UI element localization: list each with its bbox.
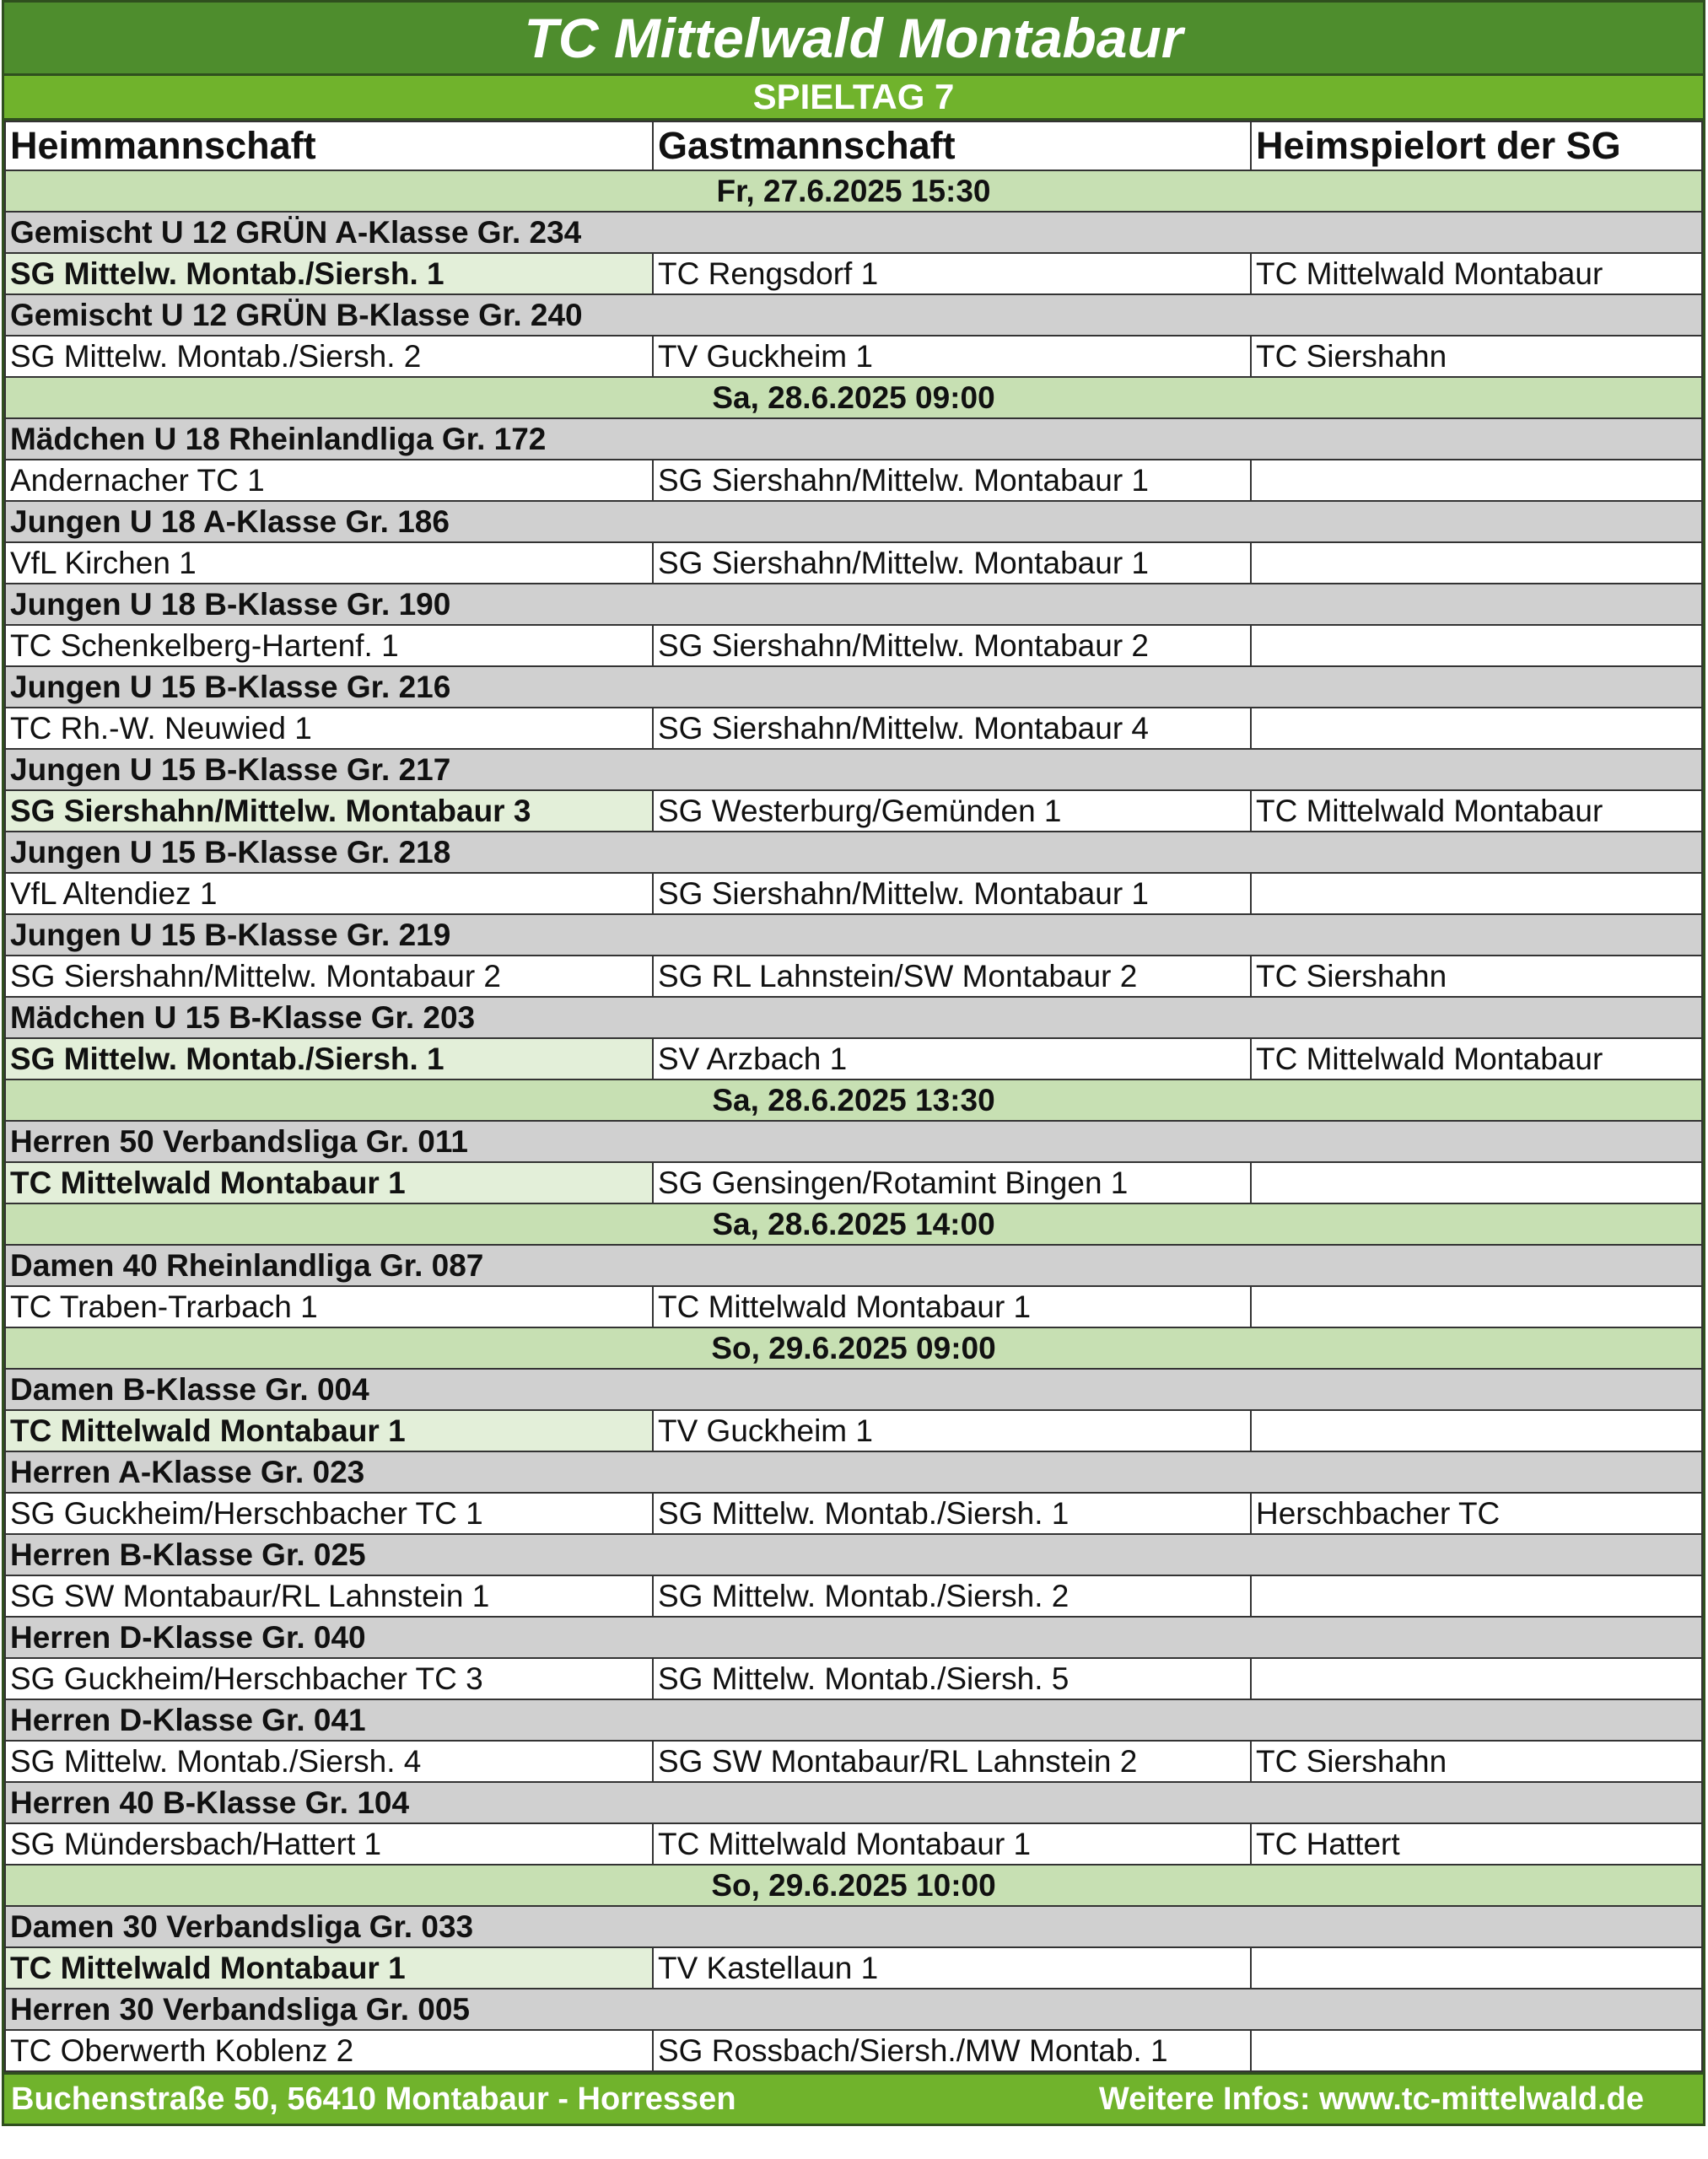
match-row — [5, 873, 1702, 914]
match-row — [5, 1493, 1702, 1534]
date-label: Sa, 28.6.2025 14:00 — [5, 1203, 1702, 1245]
home-team-cell: TC Rh.-W. Neuwied 1 — [5, 708, 653, 749]
group-label: Herren 30 Verbandsliga Gr. 005 — [5, 1989, 1702, 2030]
header-venue: Heimspielort der SG — [1251, 121, 1702, 170]
group-row — [5, 212, 1702, 253]
group-label: Gemischt U 12 GRÜN A-Klasse Gr. 234 — [5, 212, 1702, 253]
group-row — [5, 584, 1702, 625]
match-row — [5, 625, 1702, 666]
home-team-cell: SG Guckheim/Herschbacher TC 1 — [5, 1493, 653, 1534]
home-team-cell: SG Siershahn/Mittelw. Montabaur 3 — [5, 790, 653, 832]
group-label: Damen 30 Verbandsliga Gr. 033 — [5, 1906, 1702, 1947]
venue-cell — [1251, 1410, 1702, 1451]
venue-cell: TC Siershahn — [1251, 1741, 1702, 1782]
venue-cell: Herschbacher TC — [1251, 1493, 1702, 1534]
schedule-body — [5, 170, 1702, 2071]
home-team-cell: SG Mündersbach/Hattert 1 — [5, 1823, 653, 1865]
group-row — [5, 1451, 1702, 1493]
home-team-cell: SG Mittelw. Montab./Siersh. 4 — [5, 1741, 653, 1782]
group-row — [5, 832, 1702, 873]
group-label: Jungen U 18 B-Klasse Gr. 190 — [5, 584, 1702, 625]
group-label: Herren B-Klasse Gr. 025 — [5, 1534, 1702, 1575]
group-label: Mädchen U 15 B-Klasse Gr. 203 — [5, 997, 1702, 1038]
match-row — [5, 1947, 1702, 1989]
page-title: TC Mittelwald Montabaur — [4, 3, 1703, 76]
group-row — [5, 1699, 1702, 1741]
away-team-cell: TV Guckheim 1 — [653, 1410, 1251, 1451]
venue-cell — [1251, 1575, 1702, 1617]
group-row — [5, 418, 1702, 460]
venue-cell: TC Mittelwald Montabaur — [1251, 1038, 1702, 1080]
away-team-cell: SG Siershahn/Mittelw. Montabaur 2 — [653, 625, 1251, 666]
group-row — [5, 997, 1702, 1038]
home-team-cell: TC Schenkelberg-Hartenf. 1 — [5, 625, 653, 666]
away-team-cell: SG Mittelw. Montab./Siersh. 1 — [653, 1493, 1251, 1534]
footer-bar — [4, 2072, 1703, 2124]
group-row — [5, 1906, 1702, 1947]
venue-cell — [1251, 1947, 1702, 1989]
away-team-cell: SG Rossbach/Siersh./MW Montab. 1 — [653, 2030, 1251, 2071]
away-team-cell: TV Kastellaun 1 — [653, 1947, 1251, 1989]
match-row — [5, 790, 1702, 832]
away-team-cell: SG SW Montabaur/RL Lahnstein 2 — [653, 1741, 1251, 1782]
match-row — [5, 1658, 1702, 1699]
home-team-cell: TC Oberwerth Koblenz 2 — [5, 2030, 653, 2071]
home-team-cell: SG SW Montabaur/RL Lahnstein 1 — [5, 1575, 653, 1617]
date-row — [5, 1203, 1702, 1245]
venue-cell: TC Siershahn — [1251, 956, 1702, 997]
group-row — [5, 1989, 1702, 2030]
away-team-cell: SG RL Lahnstein/SW Montabaur 2 — [653, 956, 1251, 997]
match-row — [5, 1286, 1702, 1327]
venue-cell — [1251, 460, 1702, 501]
venue-cell: TC Mittelwald Montabaur — [1251, 253, 1702, 294]
group-label: Jungen U 15 B-Klasse Gr. 219 — [5, 914, 1702, 956]
group-label: Jungen U 18 A-Klasse Gr. 186 — [5, 501, 1702, 542]
away-team-cell: SG Siershahn/Mittelw. Montabaur 1 — [653, 873, 1251, 914]
away-team-cell: TC Rengsdorf 1 — [653, 253, 1251, 294]
match-row — [5, 1575, 1702, 1617]
group-row — [5, 1121, 1702, 1162]
date-row — [5, 1327, 1702, 1369]
date-row — [5, 377, 1702, 418]
group-row — [5, 749, 1702, 790]
header-row — [5, 121, 1702, 170]
group-row — [5, 1617, 1702, 1658]
match-row — [5, 1410, 1702, 1451]
date-row — [5, 170, 1702, 212]
venue-cell: TC Mittelwald Montabaur — [1251, 790, 1702, 832]
group-label: Jungen U 15 B-Klasse Gr. 217 — [5, 749, 1702, 790]
match-row — [5, 460, 1702, 501]
away-team-cell: TC Mittelwald Montabaur 1 — [653, 1286, 1251, 1327]
group-label: Herren A-Klasse Gr. 023 — [5, 1451, 1702, 1493]
group-label: Jungen U 15 B-Klasse Gr. 216 — [5, 666, 1702, 708]
away-team-cell: SG Mittelw. Montab./Siersh. 5 — [653, 1658, 1251, 1699]
away-team-cell: SG Siershahn/Mittelw. Montabaur 4 — [653, 708, 1251, 749]
venue-cell — [1251, 873, 1702, 914]
home-team-cell: VfL Altendiez 1 — [5, 873, 653, 914]
group-row — [5, 1245, 1702, 1286]
date-label: Sa, 28.6.2025 13:30 — [5, 1080, 1702, 1121]
venue-cell — [1251, 2030, 1702, 2071]
home-team-cell: SG Mittelw. Montab./Siersh. 1 — [5, 1038, 653, 1080]
header-home: Heimmannschaft — [5, 121, 653, 170]
home-team-cell: SG Mittelw. Montab./Siersh. 2 — [5, 336, 653, 377]
away-team-cell: SG Siershahn/Mittelw. Montabaur 1 — [653, 460, 1251, 501]
group-row — [5, 501, 1702, 542]
schedule-table — [4, 121, 1703, 2072]
home-team-cell: SG Siershahn/Mittelw. Montabaur 2 — [5, 956, 653, 997]
venue-cell: TC Siershahn — [1251, 336, 1702, 377]
home-team-cell: SG Mittelw. Montab./Siersh. 1 — [5, 253, 653, 294]
home-team-cell: SG Guckheim/Herschbacher TC 3 — [5, 1658, 653, 1699]
date-label: Sa, 28.6.2025 09:00 — [5, 377, 1702, 418]
match-row — [5, 1741, 1702, 1782]
group-label: Herren D-Klasse Gr. 040 — [5, 1617, 1702, 1658]
home-team-cell: TC Mittelwald Montabaur 1 — [5, 1162, 653, 1203]
group-label: Damen B-Klasse Gr. 004 — [5, 1369, 1702, 1410]
group-row — [5, 294, 1702, 336]
venue-cell — [1251, 1658, 1702, 1699]
away-team-cell: SG Siershahn/Mittelw. Montabaur 1 — [653, 542, 1251, 584]
match-row — [5, 2030, 1702, 2071]
group-label: Herren 50 Verbandsliga Gr. 011 — [5, 1121, 1702, 1162]
away-team-cell: SG Gensingen/Rotamint Bingen 1 — [653, 1162, 1251, 1203]
match-row — [5, 1038, 1702, 1080]
venue-cell: TC Hattert — [1251, 1823, 1702, 1865]
match-row — [5, 708, 1702, 749]
footer-address: Buchenstraße 50, 56410 Montabaur - Horressen — [11, 2081, 736, 2117]
group-label: Herren D-Klasse Gr. 041 — [5, 1699, 1702, 1741]
date-row — [5, 1080, 1702, 1121]
match-row — [5, 1823, 1702, 1865]
page-subtitle: SPIELTAG 7 — [4, 76, 1703, 121]
home-team-cell: Andernacher TC 1 — [5, 460, 653, 501]
away-team-cell: SG Mittelw. Montab./Siersh. 2 — [653, 1575, 1251, 1617]
home-team-cell: TC Traben-Trarbach 1 — [5, 1286, 653, 1327]
group-label: Jungen U 15 B-Klasse Gr. 218 — [5, 832, 1702, 873]
header-away: Gastmannschaft — [653, 121, 1251, 170]
match-row — [5, 253, 1702, 294]
match-row — [5, 542, 1702, 584]
group-label: Herren 40 B-Klasse Gr. 104 — [5, 1782, 1702, 1823]
date-label: So, 29.6.2025 10:00 — [5, 1865, 1702, 1906]
away-team-cell: TV Guckheim 1 — [653, 336, 1251, 377]
home-team-cell: TC Mittelwald Montabaur 1 — [5, 1947, 653, 1989]
group-row — [5, 1782, 1702, 1823]
group-label: Mädchen U 18 Rheinlandliga Gr. 172 — [5, 418, 1702, 460]
schedule-sheet — [2, 0, 1705, 2126]
away-team-cell: TC Mittelwald Montabaur 1 — [653, 1823, 1251, 1865]
footer-info: Weitere Infos: www.tc-mittelwald.de — [1098, 2081, 1644, 2117]
group-row — [5, 1534, 1702, 1575]
group-row — [5, 1369, 1702, 1410]
venue-cell — [1251, 708, 1702, 749]
group-row — [5, 914, 1702, 956]
date-label: Fr, 27.6.2025 15:30 — [5, 170, 1702, 212]
away-team-cell: SV Arzbach 1 — [653, 1038, 1251, 1080]
group-label: Damen 40 Rheinlandliga Gr. 087 — [5, 1245, 1702, 1286]
home-team-cell: TC Mittelwald Montabaur 1 — [5, 1410, 653, 1451]
venue-cell — [1251, 625, 1702, 666]
date-label: So, 29.6.2025 09:00 — [5, 1327, 1702, 1369]
group-row — [5, 666, 1702, 708]
group-label: Gemischt U 12 GRÜN B-Klasse Gr. 240 — [5, 294, 1702, 336]
match-row — [5, 956, 1702, 997]
venue-cell — [1251, 542, 1702, 584]
venue-cell — [1251, 1162, 1702, 1203]
venue-cell — [1251, 1286, 1702, 1327]
date-row — [5, 1865, 1702, 1906]
match-row — [5, 336, 1702, 377]
match-row — [5, 1162, 1702, 1203]
away-team-cell: SG Westerburg/Gemünden 1 — [653, 790, 1251, 832]
home-team-cell: VfL Kirchen 1 — [5, 542, 653, 584]
